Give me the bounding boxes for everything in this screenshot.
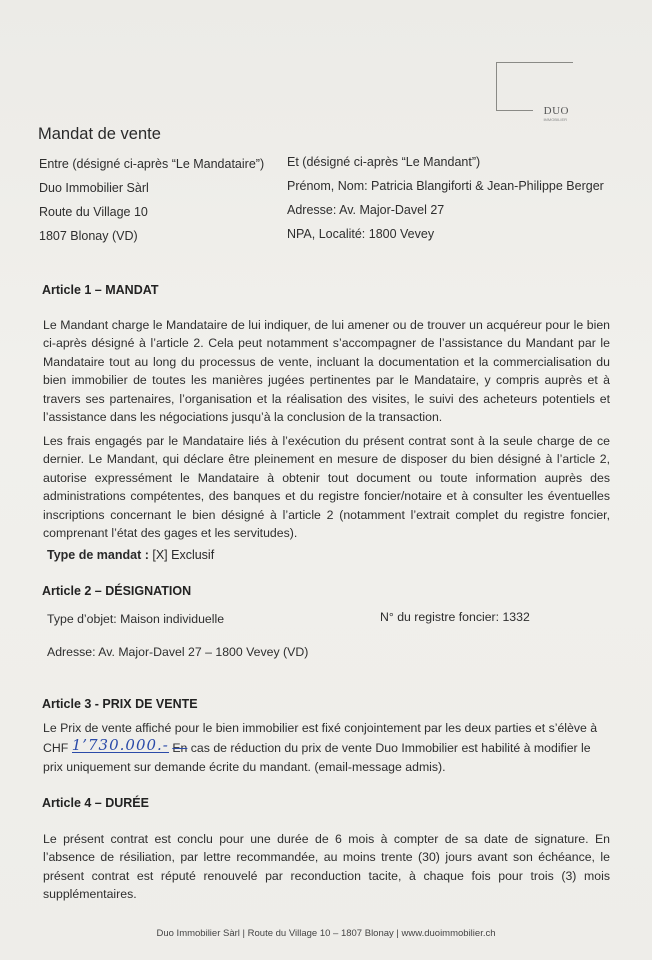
- handwritten-price: 1’730.000.-: [71, 736, 169, 754]
- mandate-type: [47, 548, 214, 562]
- mandataire-address: Route du Village 10: [39, 205, 148, 219]
- mandataire-name: Duo Immobilier Sàrl: [39, 181, 149, 195]
- object-type: Type d’objet: Maison individuelle: [47, 612, 225, 626]
- mandant-address: Adresse: Av. Major-Davel 27: [287, 203, 445, 217]
- page-footer: Duo Immobilier Sàrl | Route du Village 10 – 1807 Blonay | www.duoimmobilier.ch: [156, 928, 496, 939]
- mandant-heading: Et (désigné ci-après “Le Mandant”): [287, 155, 481, 169]
- mandant-name: Prénom, Nom: Patricia Blangiforti & Jean-Philippe Berger: [287, 179, 604, 193]
- mandate-type-label: Type de mandat :: [47, 548, 149, 562]
- price-line-2-rest: cas de réduction du prix de vente Duo Immobilier est habilité à modifier le: [187, 741, 591, 755]
- price-line-3: prix uniquement sur demande écrite du mandant. (email-message admis).: [43, 760, 446, 774]
- article1-paragraph-1: Le Mandant charge le Mandataire de lui indiquer, de lui amener ou de trouver un acquéreur pour le bien ci-après désigné à l’article 2. Cela peut notamment s’accompagner de l’assistance du Mandant par le Mandataire tout au long du processus de vente, incluant la documentation et la commercialisation du bien immobilier de toutes les manières jugées pertinentes par le Mandataire, y compris auprès et à travers ses partenaires, l’organisation et la réalisation des visites, le suivi des acheteurs potentiels et l’assistance dans les négociations jusqu’à la conclusion de la transaction.: [43, 318, 610, 425]
- logo-text: DUO: [543, 105, 569, 117]
- struck-word: En: [172, 741, 188, 755]
- article3-heading: Article 3 - PRIX DE VENTE: [42, 697, 198, 711]
- article1-heading: Article 1 – MANDAT: [42, 283, 159, 297]
- article4-heading: Article 4 – DURÉE: [42, 796, 149, 810]
- article2-heading: Article 2 – DÉSIGNATION: [42, 584, 192, 598]
- mandataire-heading: Entre (désigné ci-après “Le Mandataire”): [39, 157, 265, 171]
- land-registry-number: N° du registre foncier: 1332: [380, 610, 530, 624]
- price-line-2: [43, 736, 610, 755]
- currency: CHF: [43, 741, 69, 755]
- property-address: Adresse: Av. Major-Davel 27 – 1800 Vevey (VD): [47, 645, 309, 659]
- price-line-1: Le Prix de vente affiché pour le bien immobilier est fixé conjointement par les deux parties et s’élève à: [43, 721, 598, 735]
- article4-paragraph: Le présent contrat est conclu pour une durée de 6 mois à compter de sa date de signature. En l’absence de résiliation, par lettre recommandée, au moins trente (30) jours avant son échéance, le présent contrat est réputé renouvelé par reconduction tacite, à chaque fois pour trois (3) mois supplémentaires.: [43, 832, 610, 902]
- duo-logo: [496, 62, 573, 122]
- article1-paragraph-2: Les frais engagés par le Mandataire liés à l’exécution du présent contrat sont à la seule charge de ce dernier. Le Mandant, qui déclare être pleinement en mesure de disposer du bien désigné à l’article 2, autorise expressément le Mandataire à obtenir tout document ou toute information auprès des administrations compétentes, des banques et du registre foncier/notaire et à consulter les éventuelles inscriptions concernant le bien désigné à l’article 2 (notamment l’extrait complet du registre foncier, comprenant l’état des gages et les servitudes).: [43, 434, 610, 541]
- logo-subtext: IMMOBILIER: [543, 117, 567, 122]
- mandant-block: [287, 150, 604, 246]
- document-title: Mandat de vente: [38, 125, 161, 143]
- mandataire-city: 1807 Blonay (VD): [39, 229, 138, 243]
- mandate-type-value: [X] Exclusif: [152, 548, 215, 562]
- mandataire-block: [39, 152, 264, 248]
- mandant-city: NPA, Localité: 1800 Vevey: [287, 227, 435, 241]
